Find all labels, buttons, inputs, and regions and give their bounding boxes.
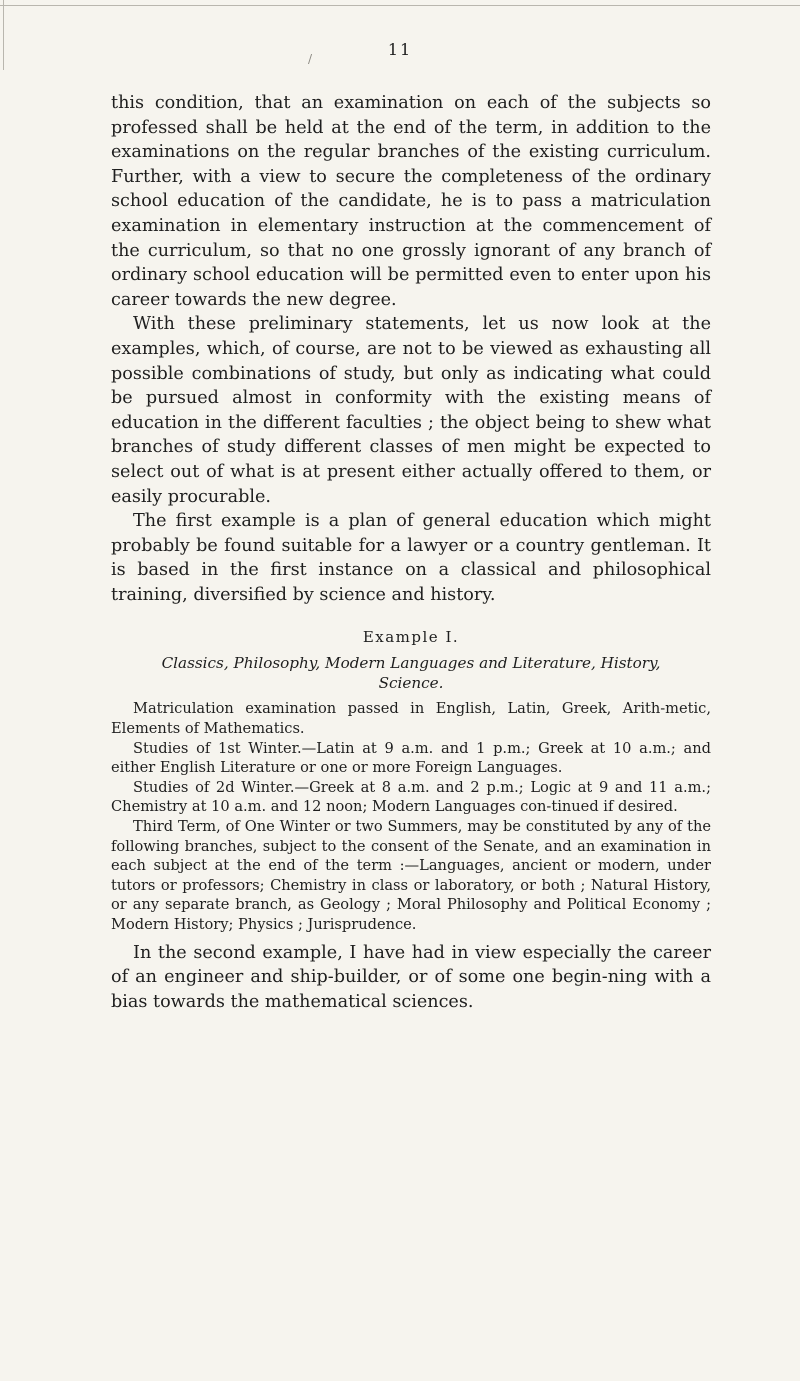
closing-paragraph: In the second example, I have had in view especially the career of an engineer and ship-builder, or of some one begin-ning with a bias towards the mathematical sciences. <box>111 942 711 1012</box>
paragraph-1: this condition, that an examination on each of the subjects so professed shall be held at the end of the term, in addition to the examinations on the regular branches of the existing curriculum. Further, with a view to secure the completeness of the ordinary school education of the candidate, he is to pass a matriculation examination in elementary instruction at the commencement of the curriculum, so that no one grossly ignorant of any branch of ordinary school education will be permitted even to enter upon his career towards the new degree. <box>111 93 711 310</box>
page-edge-left <box>0 0 4 70</box>
example-item-first-winter: Studies of 1st Winter.—Latin at 9 a.m. and 1 p.m.; Greek at 10 a.m.; and either English Literature or one or more Foreign Languages. <box>111 739 711 777</box>
page-number: 11 <box>387 40 413 59</box>
paragraph-2: With these preliminary statements, let us now look at the examples, which, of course, are not to be viewed as exhausting all possible combinations of study, but only as indicating what could be pursued almost in conformity with the existing means of education in the different faculties ; the object being to shew what branches of study different classes of men might be expected to select out of what is at present either actually offered to them, or easily procurable. <box>111 314 711 507</box>
paragraph-3: The first example is a plan of general education which might probably be found suitable for a lawyer or a country gentleman. It is based in the first instance on a classical and philosophical training, diversified by science and history. <box>111 511 711 605</box>
page-body <box>111 91 711 1014</box>
example-item-matriculation: Matriculation examination passed in English, Latin, Greek, Arith-metic, Elements of Mathematics. <box>111 700 711 738</box>
example-item-third-term: Third Term, of One Winter or two Summers, may be constituted by any of the following branches, subject to the consent of the Senate, and an examination in each subject at the end of the term :—Languages, ancient or modern, under tutors or professors; Chemistry in class or laboratory, or both ; Natural History, or any separate branch, as Geology ; Moral Philosophy and Political Economy ; Modern History; Physics ; Jurisprudence. <box>111 818 711 933</box>
example-item-second-winter: Studies of 2d Winter.—Greek at 8 a.m. and 2 p.m.; Logic at 9 and 11 a.m.; Chemistry at 10 a.m. and 12 noon; Modern Languages con-tinued if desired. <box>111 778 711 816</box>
example-subtitle: Classics, Philosophy, Modern Languages and Literature, History, Science. <box>161 654 661 693</box>
example-heading: Example I. <box>362 628 460 647</box>
page-edge-top <box>0 0 800 6</box>
stray-mark: / <box>308 52 313 66</box>
